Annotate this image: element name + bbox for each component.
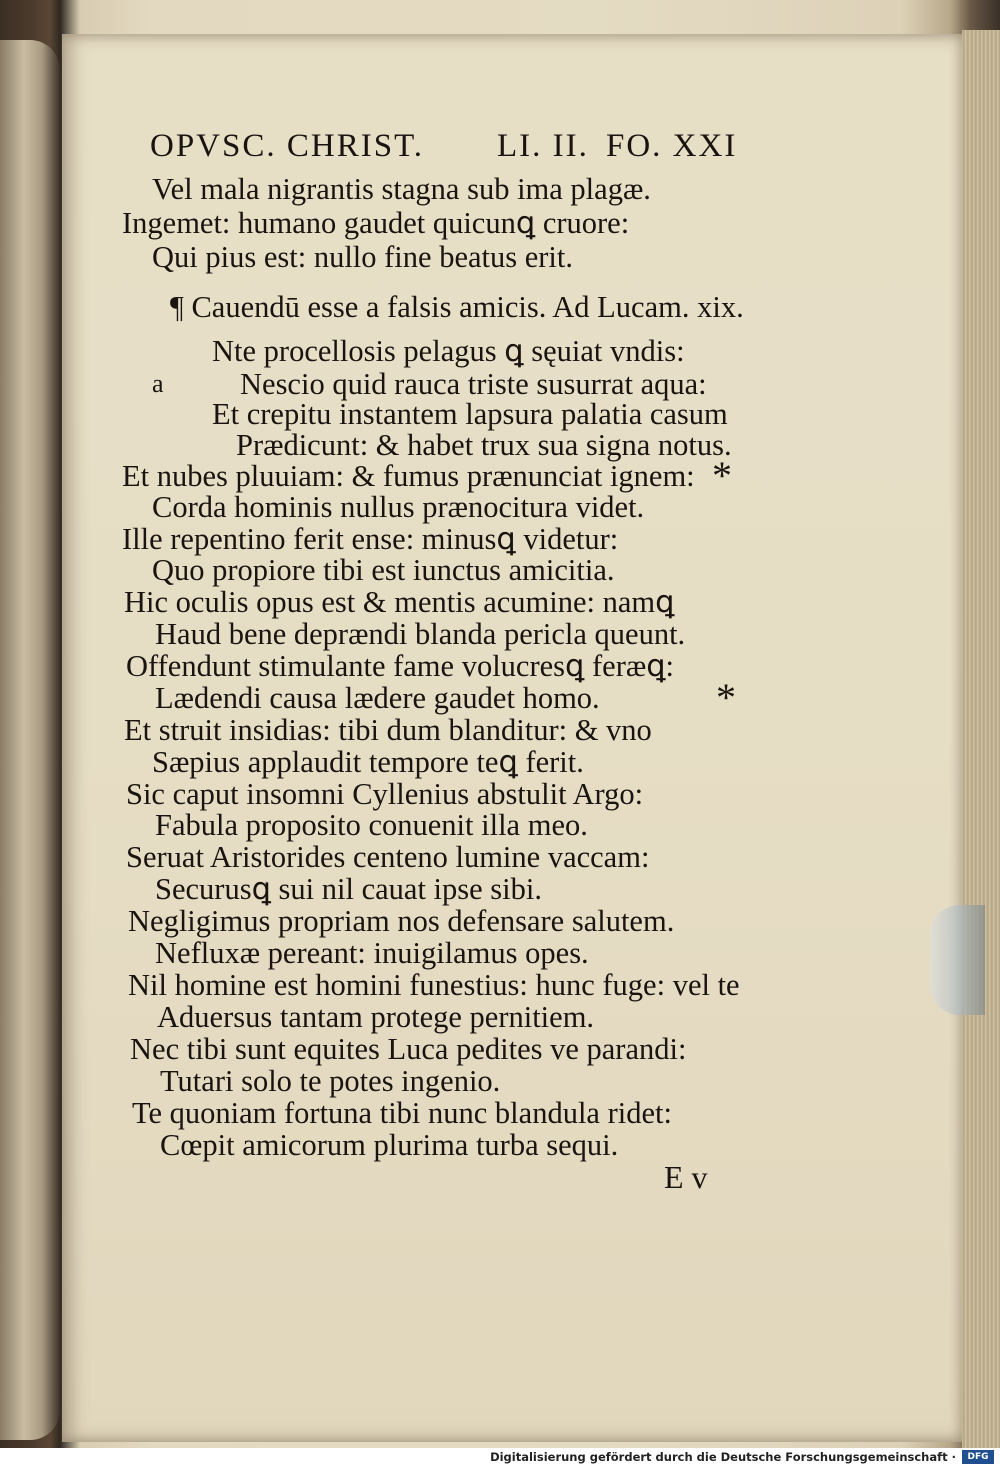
verse-line: Seruat Aristorides centeno lumine vaccam: xyxy=(126,840,650,874)
signature-mark: E v xyxy=(664,1159,708,1195)
verse-line: Nec tibi sunt equites Luca pedites ve parandi: xyxy=(130,1032,687,1066)
verse-line: Te quoniam fortuna tibi nunc blandula ridet: xyxy=(132,1096,672,1130)
verse-line: Securusꝗ sui nil cauat ipse sibi. xyxy=(155,872,542,906)
verse-line: Nescio quid rauca triste susurrat aqua: xyxy=(240,367,707,401)
verse-line: Ingemet: humano gaudet quicunꝗ cruore: xyxy=(122,206,630,240)
verse-line: Haud bene deprændi blanda pericla queunt. xyxy=(155,617,686,651)
verse-line: Qui pius est: nullo fine beatus erit. xyxy=(152,240,573,274)
verse-line: Negligimus propriam nos defensare salutem. xyxy=(128,904,675,938)
page-clip xyxy=(930,905,985,1015)
margin-note-a: a xyxy=(152,369,164,398)
dfg-logo: DFG xyxy=(962,1450,994,1464)
verse-line: Quo propiore tibi est iunctus amicitia. xyxy=(152,553,615,587)
page-edges xyxy=(962,30,1000,1448)
verse-line: Tutari solo te potes ingenio. xyxy=(160,1064,501,1098)
verse-line: Nil homine est homini funestius: hunc fuge: vel te xyxy=(128,968,740,1002)
left-page-stack xyxy=(0,40,60,1440)
verse-line: Cœpit amicorum plurima turba sequi. xyxy=(160,1128,619,1162)
running-header-folio: FO. XXI xyxy=(606,128,738,164)
footer-credit: Digitalisierung gefördert durch die Deutsche Forschungsgemeinschaft · xyxy=(490,1450,956,1464)
verse-line: Et struit insidias: tibi dum blanditur: & vno xyxy=(124,713,652,747)
verse-line: Lædendi causa lædere gaudet homo. xyxy=(155,681,600,715)
verse-line: Offendunt stimulante fame volucresꝗ feræꝗ: xyxy=(126,649,675,683)
verse-line: Hic oculis opus est & mentis acumine: namꝗ xyxy=(124,585,675,619)
running-header-title: OPVSC. CHRIST. xyxy=(150,128,425,164)
verse-line: Ille repentino ferit ense: minusꝗ videtur: xyxy=(122,522,619,556)
verse-line: Vel mala nigrantis stagna sub ima plagæ. xyxy=(152,172,651,206)
verse-line: Nte procellosis pelagus ꝗ sęuiat vndis: xyxy=(212,334,685,368)
section-heading: ¶ Cauendū esse a falsis amicis. Ad Lucam. xix. xyxy=(170,290,744,324)
verse-line: Prædicunt: & habet trux sua signa notus. xyxy=(236,428,732,462)
verse-line: Aduersus tantam protege pernitiem. xyxy=(157,1000,595,1034)
verse-line: Corda hominis nullus prænocitura videt. xyxy=(152,490,645,524)
verse-line: Sæpius applaudit tempore teꝗ ferit. xyxy=(152,745,584,779)
margin-asterisk: * xyxy=(716,675,736,720)
verse-line: Sic caput insomni Cyllenius abstulit Argo: xyxy=(126,777,644,811)
verse-line: Et crepitu instantem lapsura palatia casum xyxy=(212,397,728,431)
verse-line: Et nubes pluuiam: & fumus prænunciat ignem: xyxy=(122,459,695,493)
verse-line: Nefluxæ pereant: inuigilamus opes. xyxy=(155,936,589,970)
running-header-book: LI. II. xyxy=(497,128,589,164)
margin-asterisk: * xyxy=(712,453,732,498)
verse-line: Fabula proposito conuenit illa meo. xyxy=(155,808,588,842)
